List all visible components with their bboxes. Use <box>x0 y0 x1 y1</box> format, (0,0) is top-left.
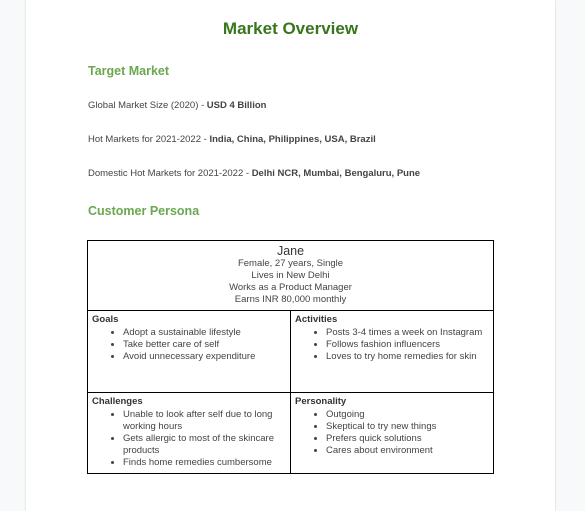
goals-title: Goals <box>92 314 119 325</box>
hot-markets-line <box>88 134 376 145</box>
goals-list <box>92 327 286 363</box>
list-item: • Adopt a sustainable lifestyle <box>123 327 286 339</box>
persona-detail: Lives in New Delhi <box>251 270 330 281</box>
domestic-hot-markets-line <box>88 168 420 179</box>
list-item: • Follows fashion influencers <box>326 339 489 351</box>
list-item: • Gets allergic to most of the skincare products <box>123 433 286 457</box>
personality-title: Personality <box>295 396 347 407</box>
page-title: Market Overview <box>222 19 359 38</box>
list-item: • Loves to try home remedies for skin <box>326 351 489 363</box>
line-value: Delhi NCR, Mumbai, Bengaluru, Pune <box>251 168 421 179</box>
persona-name: Jane <box>276 244 305 258</box>
list-item: • Posts 3-4 times a week on Instagram <box>326 327 489 339</box>
activities-cell <box>291 311 494 393</box>
personality-cell <box>291 393 494 474</box>
list-item: • Skeptical to try new things <box>326 421 489 433</box>
persona-detail: Female, 27 years, Single <box>237 258 344 269</box>
activities-list <box>295 327 489 363</box>
customer-persona-heading: Customer Persona <box>88 204 200 218</box>
list-item: • Prefers quick solutions <box>326 433 489 445</box>
list-item: • Finds home remedies cumbersome <box>123 457 286 469</box>
line-label: Domestic Hot Markets for 2021-2022 - <box>88 168 252 179</box>
list-item: • Outgoing <box>326 409 489 421</box>
list-item: • Unable to look after self due to long working hours <box>123 409 286 433</box>
target-market-heading: Target Market <box>88 64 170 78</box>
global-market-size-line <box>88 100 266 111</box>
personality-list <box>295 409 489 457</box>
persona-summary-cell <box>88 241 494 311</box>
persona-detail: Works as a Product Manager <box>229 282 352 293</box>
challenges-title: Challenges <box>92 396 143 407</box>
activities-title: Activities <box>295 314 338 325</box>
line-value: India, China, Philippines, USA, Brazil <box>209 134 376 145</box>
persona-detail: Earns INR 80,000 monthly <box>234 294 347 305</box>
line-label: Global Market Size (2020) - <box>88 100 207 111</box>
challenges-list <box>92 409 286 469</box>
persona-table <box>87 240 494 474</box>
goals-cell <box>88 311 291 393</box>
line-label: Hot Markets for 2021-2022 - <box>88 134 210 145</box>
line-value: USD 4 Billion <box>206 100 267 111</box>
list-item: • Cares about environment <box>326 445 489 457</box>
challenges-cell <box>88 393 291 474</box>
list-item: • Take better care of self <box>123 339 286 351</box>
list-item: • Avoid unnecessary expenditure <box>123 351 286 363</box>
document-page <box>26 0 555 511</box>
